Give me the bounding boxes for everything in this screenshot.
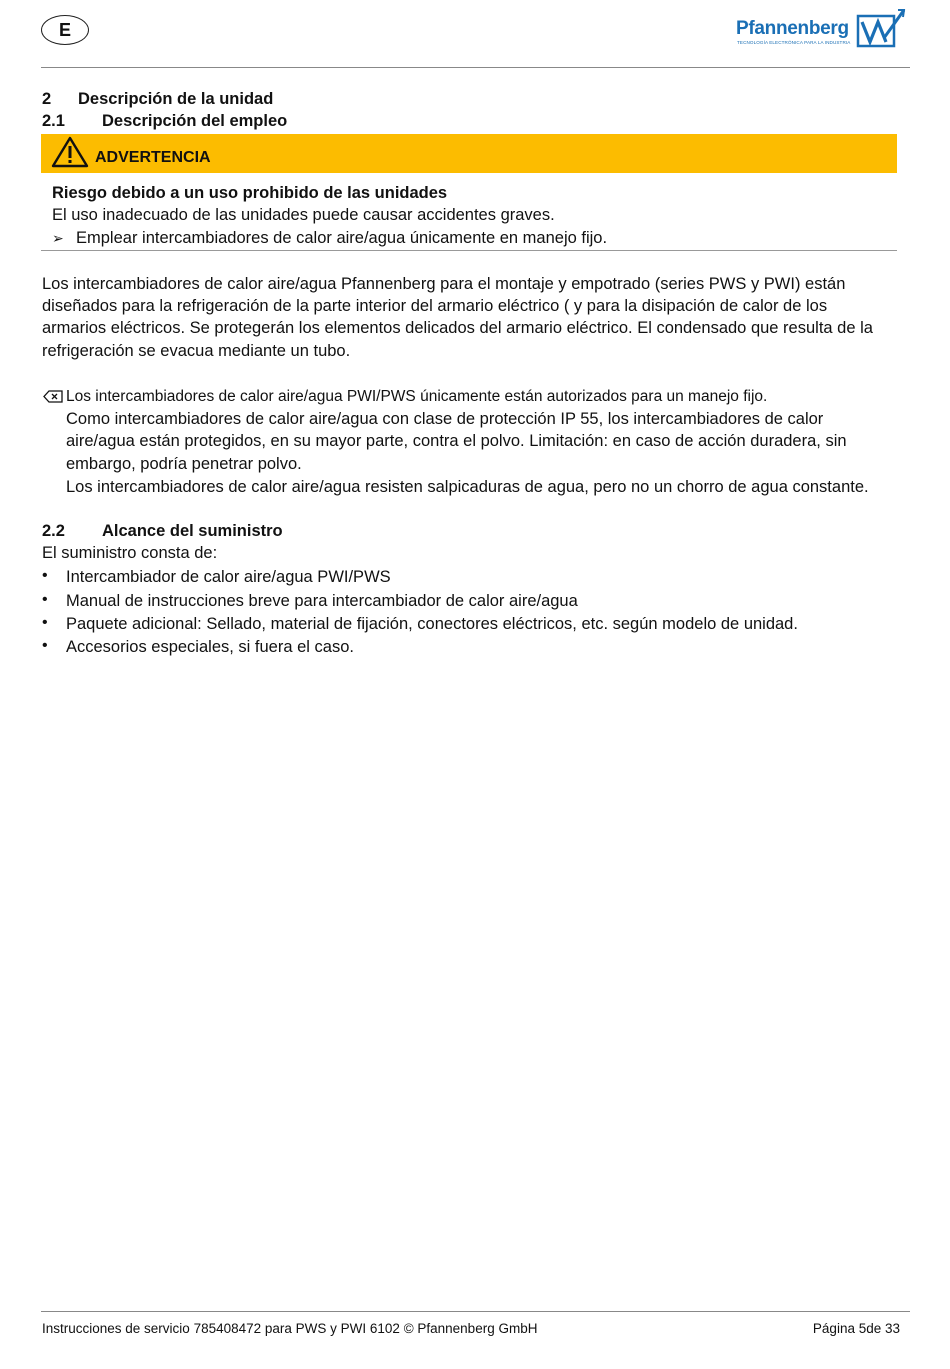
footer-divider xyxy=(41,1311,910,1312)
intro-line: armarios eléctricos. Se protegerán los elementos delicados del armario eléctrico. El condensado que resulta de la xyxy=(42,319,873,337)
logo-tagline: TECNOLOGÍA ELECTRÓNICA PARA LA INDUSTRIA xyxy=(737,40,851,45)
logo-name: Pfannenberg xyxy=(736,18,849,39)
list-item: Manual de instrucciones breve para intercambiador de calor aire/agua xyxy=(66,592,578,610)
supply-lead: El suministro consta de: xyxy=(42,544,218,562)
section-number: 2.2 xyxy=(42,522,65,540)
arrow-marker-icon: ➢ xyxy=(52,230,64,246)
intro-line: diseñados para la refrigeración de la parte interior del armario eléctrico ( y para la disipación de calor de los xyxy=(42,297,828,315)
list-item: Paquete adicional: Sellado, material de fijación, conectores eléctricos, etc. según modelo de unidad. xyxy=(66,615,798,633)
list-item: Accesorios especiales, si fuera el caso. xyxy=(66,638,354,656)
footer-document-info: Instrucciones de servicio 785408472 para PWS y PWI 6102 © Pfannenberg GmbH xyxy=(42,1321,538,1336)
note-line: aire/agua están protegidos, en su mayor parte, contra el polvo. Limitación: en caso de acción duradera, sin xyxy=(66,432,847,450)
warning-triangle-icon xyxy=(51,136,89,168)
note-first-line: Los intercambiadores de calor aire/agua PWI/PWS únicamente están autorizados para un manejo fijo. xyxy=(66,388,768,405)
section-heading-2-2 xyxy=(42,522,283,541)
intro-line: refrigeración se evacua mediante un tubo. xyxy=(42,342,351,360)
intro-line: Los intercambiadores de calor aire/agua Pfannenberg para el montaje y empotrado (series PWS y PWI) están xyxy=(42,275,846,293)
bullet-icon: • xyxy=(42,591,48,608)
bullet-icon: • xyxy=(42,637,48,654)
warning-action xyxy=(52,230,607,247)
note-line: Los intercambiadores de calor aire/agua resisten salpicaduras de agua, pero no un chorro de agua constante. xyxy=(66,478,869,496)
section-heading-2-1 xyxy=(42,112,287,131)
warning-banner xyxy=(41,134,897,173)
section-heading-2 xyxy=(42,90,273,109)
note-line: embargo, podría penetrar polvo. xyxy=(66,455,302,473)
logo-mark-icon xyxy=(856,8,906,48)
pfannenberg-logo xyxy=(736,8,908,48)
section-title: Descripción de la unidad xyxy=(78,90,274,108)
bullet-icon: • xyxy=(42,567,48,584)
section-title: Descripción del empleo xyxy=(102,112,288,130)
list-item: Intercambiador de calor aire/agua PWI/PWS xyxy=(66,568,391,586)
warning-bottom-rule xyxy=(41,250,897,251)
warning-risk: Riesgo debido a un uso prohibido de las unidades xyxy=(52,184,448,202)
note-line: Como intercambiadores de calor aire/agua con clase de protección IP 55, los intercambiadores de calor xyxy=(66,410,824,428)
warning-text: El uso inadecuado de las unidades puede causar accidentes graves. xyxy=(52,206,555,224)
section-number: 2 xyxy=(42,90,52,108)
section-number: 2.1 xyxy=(42,112,65,130)
erase-note-icon xyxy=(43,390,63,403)
language-badge: E xyxy=(41,15,89,45)
section-title: Alcance del suministro xyxy=(102,522,283,540)
warning-label: ADVERTENCIA xyxy=(95,149,211,166)
header-divider xyxy=(41,67,910,68)
footer-page-number: Página 5de 33 xyxy=(812,1321,900,1336)
bullet-icon: • xyxy=(42,614,48,631)
warning-action-text: Emplear intercambiadores de calor aire/agua únicamente en manejo fijo. xyxy=(76,229,608,247)
